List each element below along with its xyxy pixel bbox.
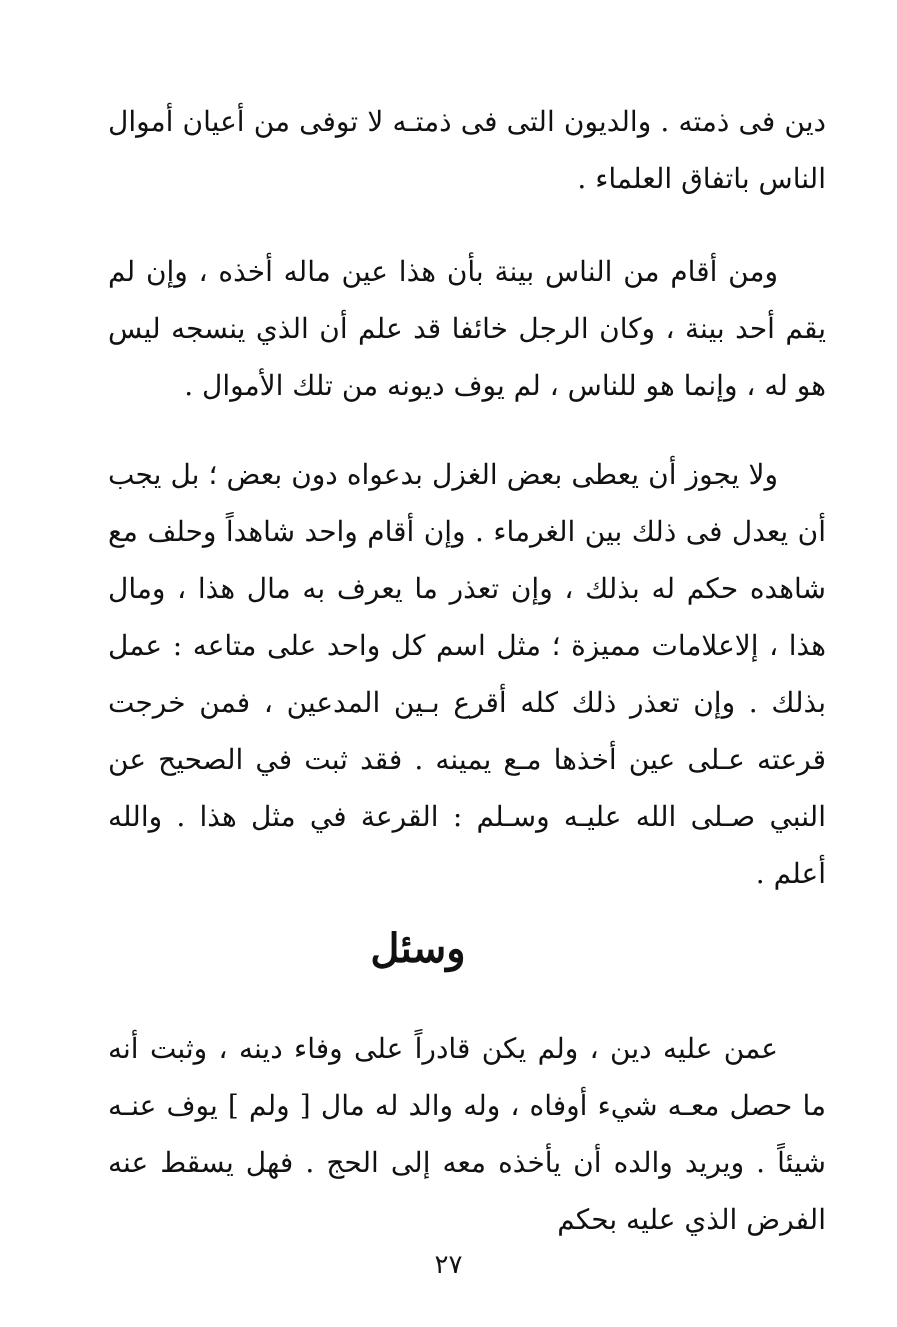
paragraph-2: ومن أقام من الناس بينة بأن هذا عين ماله أخذه ، وإن لم يقم أحد بينة ، وكان الرجل خائفا قد علم أن الذي ينسجه ليس هو له ، وإنما هو للناس ، لم يوف ديونه من تلك الأموال . [108, 255, 826, 402]
paragraph-4: عمن عليه دين ، ولم يكن قادراً على وفاء دينه ، وثبت أنه ما حصل معـه شيء أوفاه ، وله والد له مال [ ولم ] يوف عنـه شيئاً . ويريد والده أن يأخذه معه إلى الحج . فهل يسقط عنه الفرض الذي عليه بحكم [108, 1032, 826, 1236]
paragraph-3: ولا يجوز أن يعطى بعض الغزل بدعواه دون بعض ؛ بل يجب أن يعدل فى ذلك بين الغرماء . وإن أقام واحد شاهداً وحلف مع شاهده حكم له بذلك ، وإن تعذر ما يعرف به مال هذا ، ومال هذا ، إلاعلامات مميزة ؛ مثل اسم كل واحد على متاعه : عمل بذلك . وإن تعذر ذلك كله أقرع بـين المدعين ، فمن خرجت قرعته عـلى عين أخذها مـع يمينه . فقد ثبت في الصحيح عن النبي صـلى الله عليـه وسـلم : القرعة في مثل هذا . والله أعلم . [108, 458, 826, 890]
paragraph-1: دين فى ذمته . والديون التى فى ذمتـه لا توفى من أعيان أموال الناس باتفاق العلماء . [108, 105, 826, 195]
section-heading: وسئل [370, 925, 466, 972]
page-number: ٢٧ [434, 1250, 463, 1280]
